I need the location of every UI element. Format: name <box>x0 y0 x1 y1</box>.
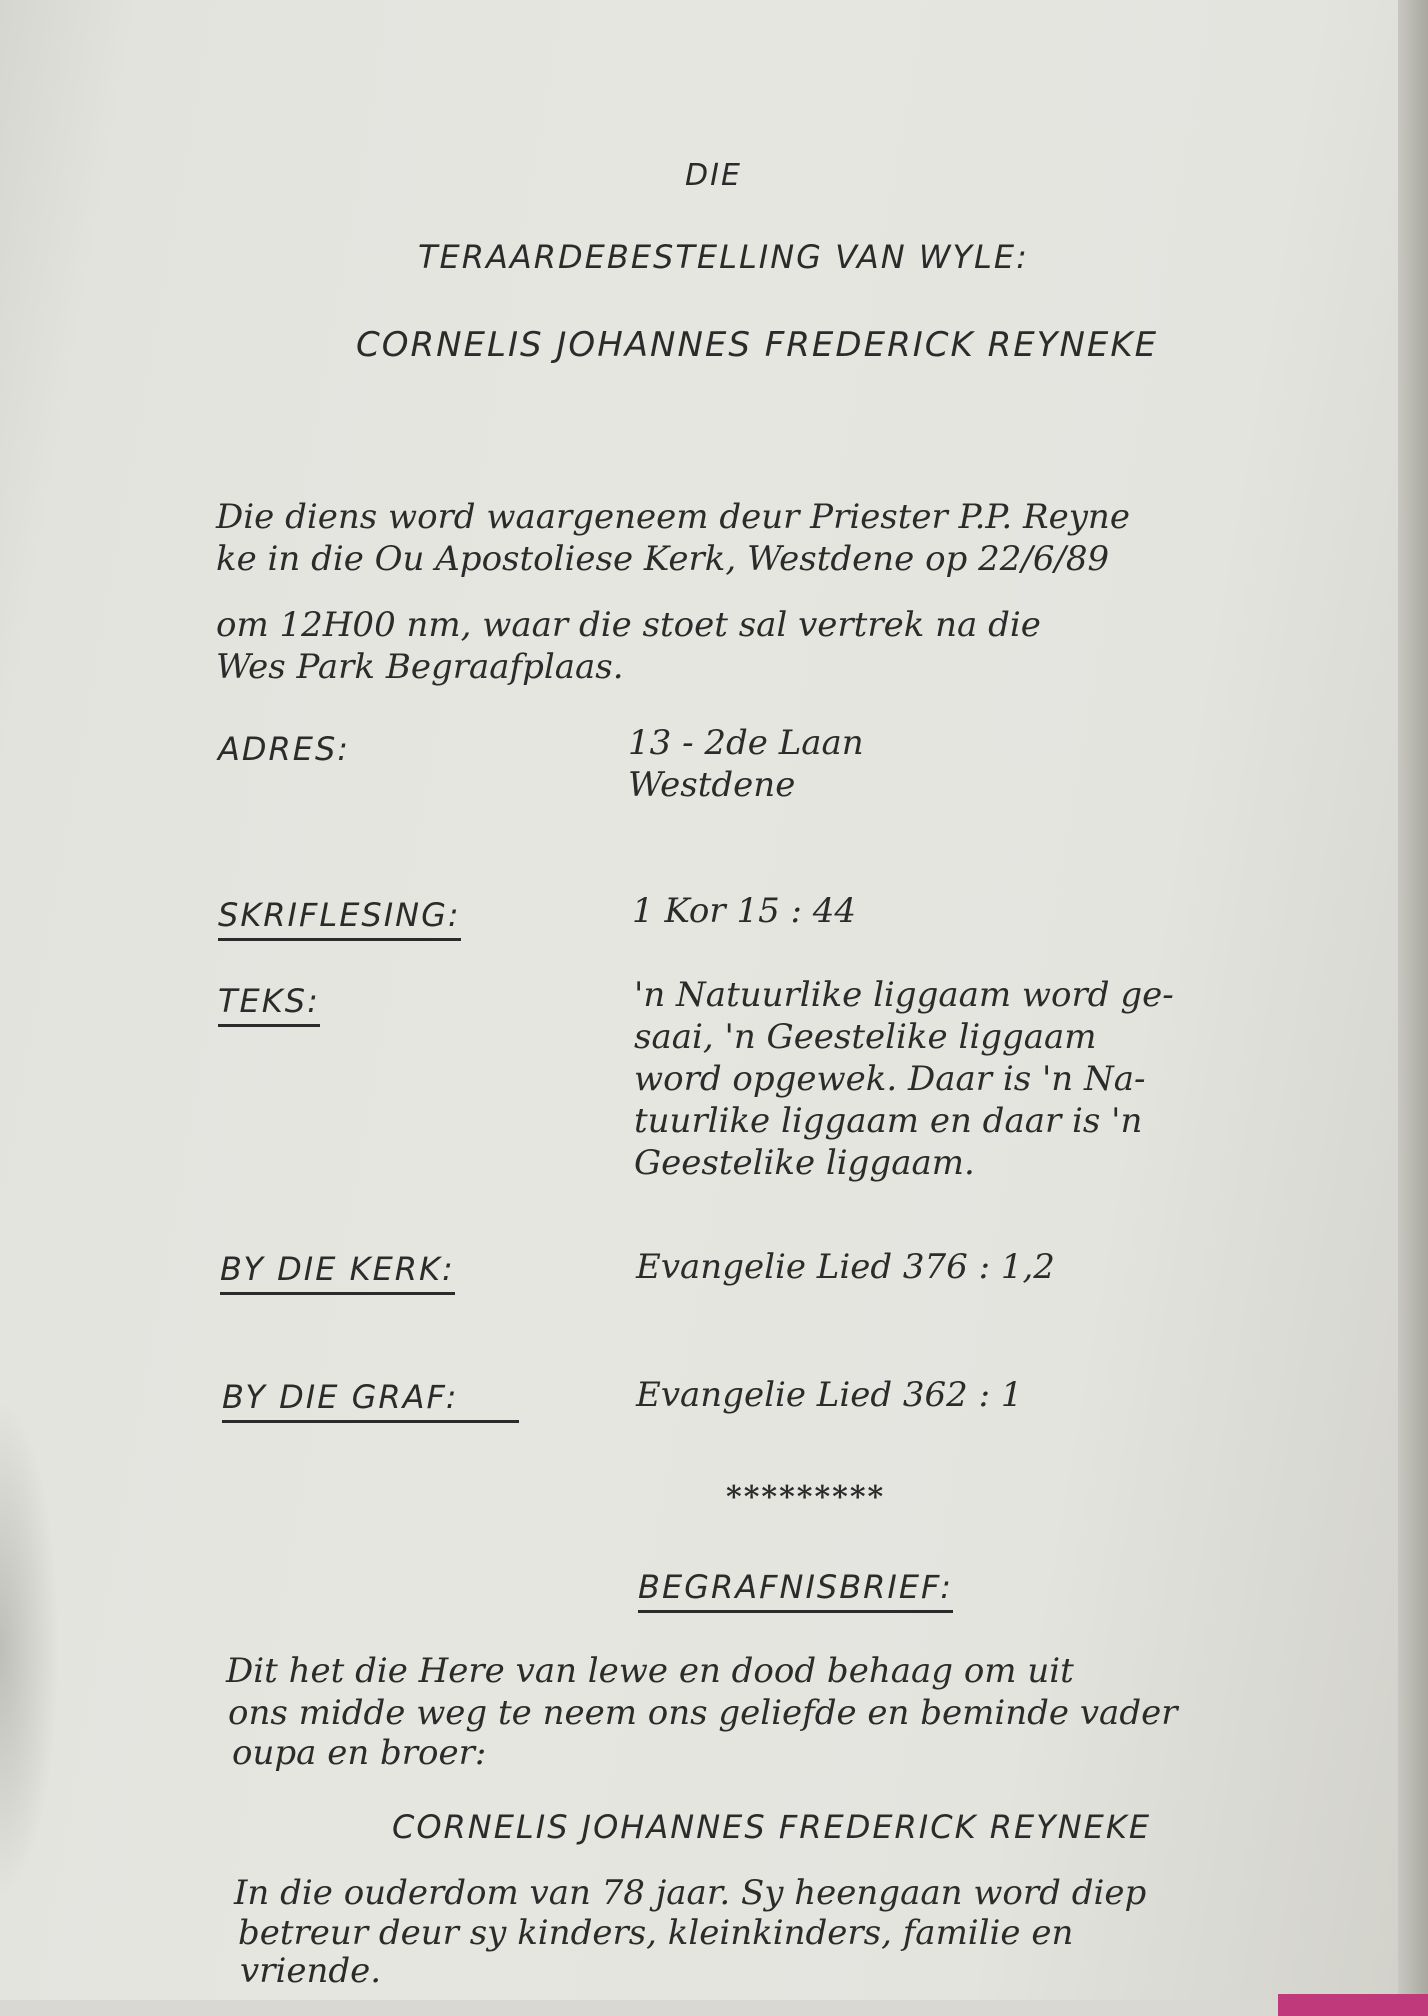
church-label: BY DIE KERK: <box>220 1250 455 1295</box>
reading-value: 1 Kor 15 : 44 <box>632 891 857 931</box>
church-value: Evangelie Lied 376 : 1,2 <box>636 1247 1055 1287</box>
grave-value: Evangelie Lied 362 : 1 <box>636 1375 1023 1415</box>
header-line2: TERAARDEBESTELLING VAN WYLE: <box>418 238 1029 276</box>
letter-intro-1: Dit het die Here van lewe en dood behaag om uit <box>226 1651 1074 1691</box>
letter-closing-1: In die ouderdom van 78 jaar. Sy heengaan word diep <box>234 1873 1147 1913</box>
letter-closing-3: vriende. <box>240 1951 382 1991</box>
letter-closing-2: betreur deur sy kinders, kleinkinders, familie en <box>238 1913 1074 1953</box>
service-line-2: ke in die Ou Apostoliese Kerk, Westdene op 22/6/89 <box>216 539 1110 579</box>
address-line-1: 13 - 2de Laan <box>628 723 864 763</box>
text-label: TEKS: <box>218 982 320 1027</box>
service-line-1: Die diens word waargeneem deur Priester P.P. Reyne <box>216 497 1130 537</box>
header-line1: DIE <box>685 158 742 193</box>
letter-intro-2: ons midde weg te neem ons geliefde en beminde vader <box>228 1693 1178 1733</box>
text-line-3: word opgewek. Daar is 'n Na- <box>634 1059 1146 1099</box>
text-line-2: saai, 'n Geestelike liggaam <box>634 1017 1097 1057</box>
letter-heading: BEGRAFNISBRIEF: <box>638 1568 953 1613</box>
grave-label: BY DIE GRAF: <box>222 1378 519 1423</box>
cover-edge <box>1278 1994 1428 2016</box>
service-line-4: Wes Park Begraafplaas. <box>216 647 624 687</box>
text-line-5: Geestelike liggaam. <box>634 1143 975 1183</box>
letter-name: CORNELIS JOHANNES FREDERICK REYNEKE <box>392 1808 1152 1846</box>
text-line-1: 'n Natuurlike liggaam word ge- <box>634 975 1174 1015</box>
text-line-4: tuurlike liggaam en daar is 'n <box>634 1101 1143 1141</box>
separator: ********* <box>726 1480 886 1515</box>
address-label: ADRES: <box>218 730 351 768</box>
letter-intro-3: oupa en broer: <box>232 1733 487 1773</box>
service-line-3: om 12H00 nm, waar die stoet sal vertrek na die <box>216 605 1041 645</box>
page-shadow <box>0 1400 60 1900</box>
address-line-2: Westdene <box>628 765 796 805</box>
booklet-spine <box>1398 0 1428 2016</box>
reading-label: SKRIFLESING: <box>218 896 461 941</box>
header-name: CORNELIS JOHANNES FREDERICK REYNEKE <box>356 325 1159 365</box>
